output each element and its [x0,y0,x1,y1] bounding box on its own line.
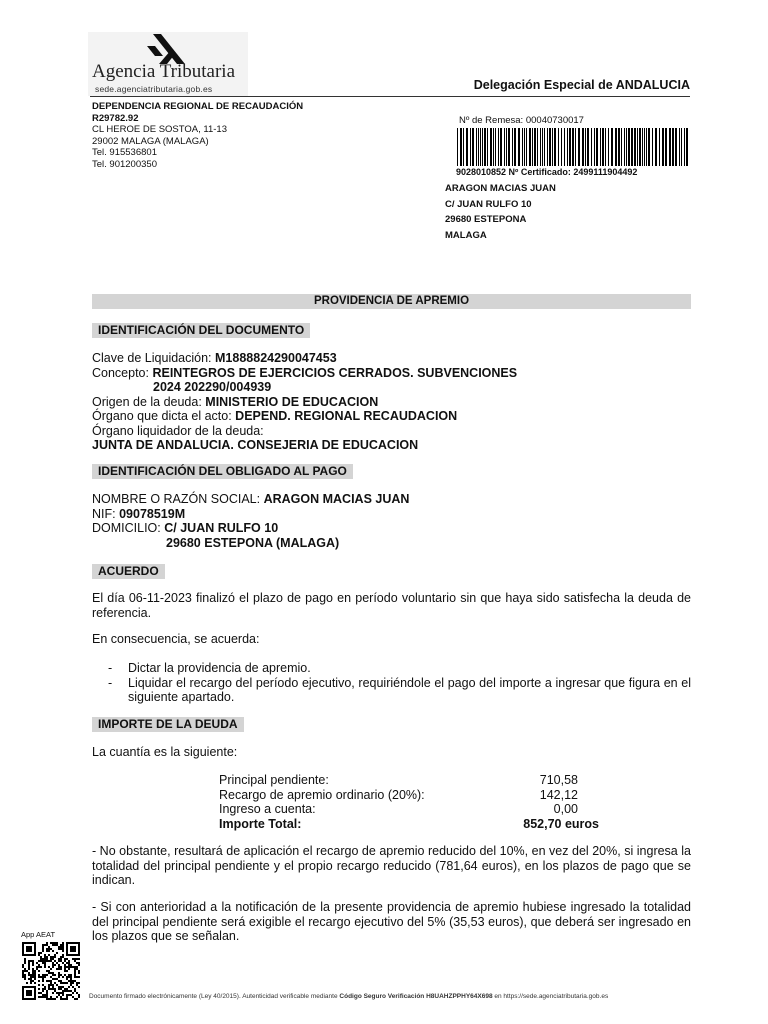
header-divider [90,96,690,97]
list-item-text: Liquidar el recargo del período ejecutivo, requiriéndole el pago del importe a ingresar que figura en el siguiente apartado. [128,675,691,704]
nif-label: NIF: [92,506,116,521]
footer-csv: Código Seguro Verificación H8UAHZPPHY64X698 [339,993,493,1000]
footer-signature-note [89,993,608,1000]
sender-name: DEPENDENCIA REGIONAL DE RECAUDACIÓN [92,101,304,112]
liquidador-value: JUNTA DE ANDALUCIA. CONSEJERIA DE EDUCACION [92,438,419,452]
sender-address-line1: CL HEROE DE SOSTOA, 11-13 [92,124,227,135]
amount-label: Principal pendiente: [219,773,329,787]
clave-value: M1888824290047453 [215,351,337,365]
amount-value: 0,00 [553,802,578,816]
sender-address-line2: 29002 MALAGA (MALAGA) [92,135,209,147]
footer-note-prefix: Documento firmado electrónicamente (Ley 40/2015). Autenticidad verificable mediante [89,993,338,1000]
amount-row [219,788,599,803]
list-item: - Dictar la providencia de apremio. [108,661,311,675]
amount-row [219,773,599,788]
executive-surcharge-note: - Si con anterioridad a la notificación de la presente providencia de apremio hubiese ingresado la totalidad del principal pendiente será exigible el recargo ejecutivo del 5% (35,53 euros), que deberá ser ingresado en los plazos que se señalan. [92,900,691,943]
origen-value: MINISTERIO DE EDUCACION [205,394,379,409]
acuerdo-list [108,661,691,705]
agency-logo-icon [145,34,187,64]
total-value: 852,70 euros [523,816,599,831]
recipient-province: MALAGA [445,229,487,241]
domicilio-label: DOMICILIO: [92,521,161,535]
cuantia-intro: La cuantía es la siguiente: [92,745,238,759]
remesa-number [459,115,584,126]
amount-label: Recargo de apremio ordinario (20%): [219,787,425,802]
amount-value: 142,12 [539,787,578,802]
concepto-value-line2: 2024 202290/004939 [153,380,272,394]
acuerdo-paragraph: El día 06-11-2023 finalizó el plazo de pago en período voluntario sin que haya sido satisfecha la deuda de referencia. [92,591,691,620]
obligado-fields [92,492,409,550]
barcode [457,128,689,166]
certificate-number: 9028010852 Nº Certificado: 2499111904492 [456,167,638,177]
domicilio-value: C/ JUAN RULFO 10 [164,521,279,535]
nombre-value: ARAGON MACIAS JUAN [263,492,410,506]
sender-code: R29782.92 [92,112,139,124]
concepto-label: Concepto: [92,365,149,380]
qr-code-icon[interactable] [22,942,80,1000]
section-obligado: IDENTIFICACIÓN DEL OBLIGADO AL PAGO [92,464,353,479]
agency-name: Agencia Tributaria [92,61,236,82]
recipient-name: ARAGON MACIAS JUAN [445,183,556,194]
nombre-label: NOMBRE O RAZÓN SOCIAL: [92,492,261,506]
recipient-address [445,181,556,243]
section-acuerdo: ACUERDO [92,564,165,579]
amount-label: Ingreso a cuenta: [219,802,316,816]
delegation-title: Delegación Especial de ANDALUCIA [473,78,690,92]
liquidador-label: Órgano liquidador de la deuda: [92,423,264,438]
domicilio-value-line2: 29680 ESTEPONA (MALAGA) [166,535,340,550]
section-importe: IMPORTE DE LA DEUDA [92,717,244,732]
remesa-value: 00040730017 [525,115,584,126]
app-label: App AEAT [21,930,56,939]
sender-phone2: Tel. 901200350 [92,158,157,170]
section-document-id: IDENTIFICACIÓN DEL DOCUMENTO [92,323,310,338]
footer-note-suffix: en https://sede.agenciatributaria.gob.es [494,993,609,1000]
amounts-table [219,773,599,831]
origen-label: Origen de la deuda: [92,394,202,409]
document-title: PROVIDENCIA DE APREMIO [92,294,691,309]
sender-phone1: Tel. 915536801 [92,147,157,158]
recipient-street: C/ JUAN RULFO 10 [445,198,532,210]
clave-label: Clave de Liquidación: [92,351,212,365]
agency-url: sede.agenciatributaria.gob.es [95,84,213,94]
amount-total-row [219,817,599,832]
document-fields [92,351,517,453]
recipient-city: 29680 ESTEPONA [445,214,527,225]
organo-value: DEPEND. REGIONAL RECAUDACION [235,409,458,423]
amount-value: 710,58 [539,773,578,787]
remesa-label: Nº de Remesa: [459,115,524,126]
nif-value: 09078519M [119,506,186,521]
sender-block [92,101,303,170]
consecuencia-text: En consecuencia, se acuerda: [92,632,260,646]
concepto-value: REINTEGROS DE EJERCICIOS CERRADOS. SUBVENCIONES [152,365,518,380]
reduced-surcharge-note: - No obstante, resultará de aplicación el recargo de apremio reducido del 10%, en vez del 20%, si ingresa la totalidad del principal pendiente y el propio recargo reducido (781,64 euros), en los plazos de pago que se indican. [92,844,691,887]
list-item: - Liquidar el recargo del período ejecutivo, requiriéndole el pago del importe a ingresar que figura en el siguiente apartado. [108,675,691,704]
amount-row [219,802,599,817]
organo-label: Órgano que dicta el acto: [92,409,232,423]
list-item-text: Dictar la providencia de apremio. [128,661,311,675]
total-label: Importe Total: [219,816,302,831]
